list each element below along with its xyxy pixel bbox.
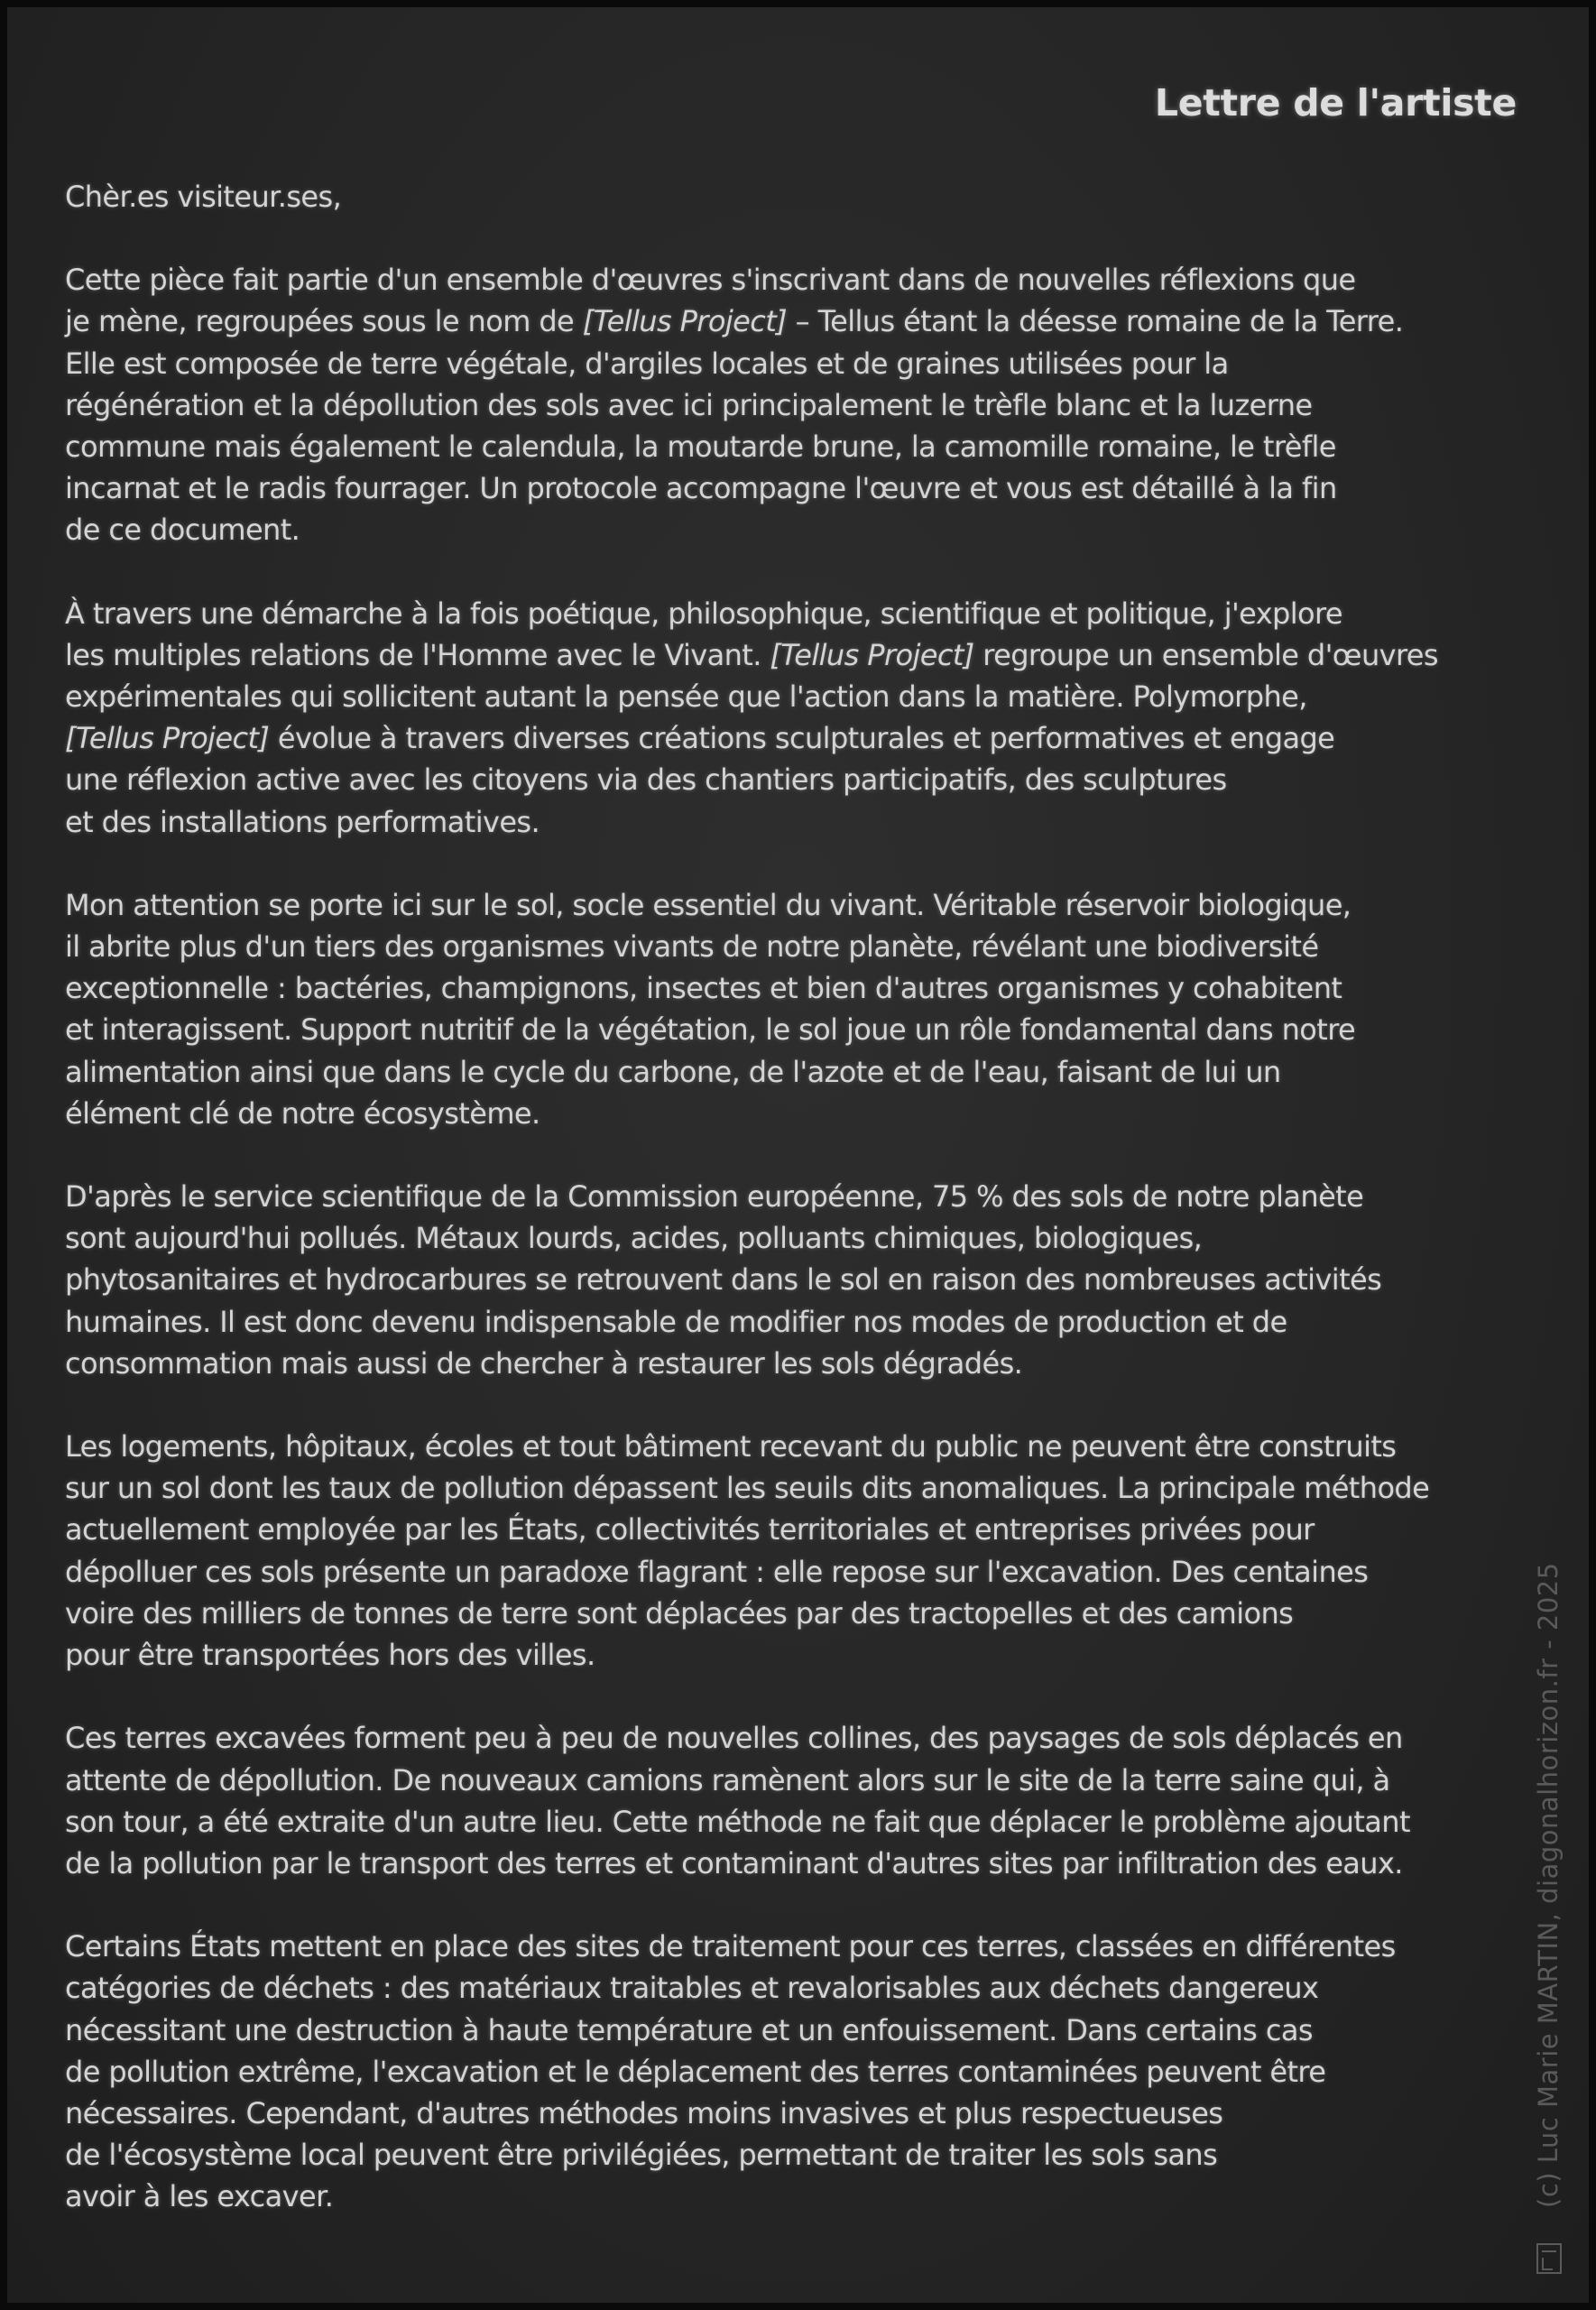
text-line xyxy=(65,967,1545,1009)
text-line xyxy=(65,759,1545,800)
text-line xyxy=(65,1467,1545,1509)
text-line xyxy=(65,1593,1545,1634)
letter-paragraph xyxy=(65,259,1545,550)
text-line xyxy=(65,1634,1545,1676)
text-segment: phytosanitaires et hydrocarbures se retrouvent dans le sol en raison des nombreuses activités xyxy=(65,1262,1382,1298)
text-segment: je mène, regroupées sous le nom de xyxy=(65,304,583,339)
text-line xyxy=(65,1551,1545,1593)
text-line xyxy=(65,801,1545,843)
text-line xyxy=(65,1801,1545,1843)
project-name-italic: [Tellus Project] xyxy=(770,637,974,672)
text-segment: D'après le service scientifique de la Commission européenne, 75 % des sols de notre planète xyxy=(65,1179,1364,1215)
text-segment: À travers une démarche à la fois poétique, philosophique, scientifique et politique, j'explore xyxy=(65,596,1342,631)
watermark-text: (c) Luc Marie MARTIN, diagonalhorizon.fr - 2025 xyxy=(1533,1562,1564,2208)
text-segment: Ces terres excavées forment peu à peu de nouvelles collines, des paysages de sols déplacés en xyxy=(65,1721,1403,1756)
text-segment: Certains États mettent en place des sites de traitement pour ces terres, classées en différentes xyxy=(65,1929,1396,1964)
text-segment: de ce document. xyxy=(65,513,300,548)
text-line xyxy=(65,343,1545,384)
text-segment: sont aujourd'hui pollués. Métaux lourds, acides, polluants chimiques, biologiques, xyxy=(65,1221,1203,1256)
text-line xyxy=(65,676,1545,717)
text-segment: et des installations performatives. xyxy=(65,804,540,839)
text-line xyxy=(65,1760,1545,1801)
text-segment: attente de dépollution. De nouveaux camions ramènent alors sur le site de la terre saine qui, à xyxy=(65,1762,1390,1797)
text-line xyxy=(65,1926,1545,1967)
text-line xyxy=(65,1217,1545,1259)
text-segment: de la pollution par le transport des terres et contaminant d'autres sites par infiltration des eaux. xyxy=(65,1845,1403,1880)
copyright-watermark xyxy=(1533,1446,1569,2285)
text-line xyxy=(65,300,1545,342)
letter-paragraph xyxy=(65,593,1545,843)
text-segment: évolue à travers diverses créations sculpturales et performatives et engage xyxy=(269,721,1335,756)
text-line xyxy=(65,426,1545,467)
project-name-italic: [Tellus Project] xyxy=(582,304,788,339)
text-segment: dépolluer ces sols présente un paradoxe flagrant : elle repose sur l'excavation. Des centaines xyxy=(65,1554,1369,1589)
text-line xyxy=(65,593,1545,634)
text-line xyxy=(65,926,1545,967)
text-segment: il abrite plus d'un tiers des organismes vivants de notre planète, révélant une biodiversité xyxy=(65,929,1319,965)
text-line xyxy=(65,2093,1545,2134)
text-segment: alimentation ainsi que dans le cycle du carbone, de l'azote et de l'eau, faisant de lui un xyxy=(65,1054,1281,1089)
text-segment: pour être transportées hors des villes. xyxy=(65,1638,595,1673)
project-name-italic: [Tellus Project] xyxy=(65,721,270,756)
letter-paragraph xyxy=(65,1926,1545,2217)
text-segment: élément clé de notre écosystème. xyxy=(65,1095,540,1131)
text-line xyxy=(65,1259,1545,1300)
text-segment: actuellement employée par les États, collectivités territoriales et entreprises privées pour xyxy=(65,1512,1315,1548)
letter-paragraph xyxy=(65,884,1545,1134)
text-segment: commune mais également le calendula, la moutarde brune, la camomille romaine, le trèfle xyxy=(65,430,1336,465)
text-line xyxy=(65,2134,1545,2176)
text-line xyxy=(65,717,1545,759)
text-segment: incarnat et le radis fourrager. Un protocole accompagne l'œuvre et vous est détaillé à la fin xyxy=(65,471,1337,506)
letter-paragraph xyxy=(65,1717,1545,1884)
text-line xyxy=(65,1967,1545,2009)
text-line xyxy=(65,509,1545,550)
text-line xyxy=(65,2176,1545,2217)
letter-paragraphs xyxy=(65,259,1545,2217)
text-segment: sur un sol dont les taux de pollution dépassent les seuils dits anomaliques. La principale méthode xyxy=(65,1471,1430,1506)
text-segment: regroupe un ensemble d'œuvres xyxy=(973,637,1438,672)
text-line xyxy=(65,384,1545,426)
text-line xyxy=(65,2010,1545,2051)
photographer-logo-icon xyxy=(1536,2243,1562,2274)
text-segment: avoir à les excaver. xyxy=(65,2179,334,2214)
text-segment: expérimentales qui sollicitent autant la pensée que l'action dans la matière. Polymorphe, xyxy=(65,679,1307,715)
text-segment: Mon attention se porte ici sur le sol, socle essentiel du vivant. Véritable réservoir biologique, xyxy=(65,887,1352,922)
text-line xyxy=(65,1093,1545,1134)
text-segment: Les logements, hôpitaux, écoles et tout bâtiment recevant du public ne peuvent être construits xyxy=(65,1429,1397,1465)
text-line xyxy=(65,1717,1545,1759)
text-segment: nécessitant une destruction à haute température et un enfouissement. Dans certains cas xyxy=(65,2012,1313,2047)
text-segment: catégories de déchets : des matériaux traitables et revalorisables aux déchets dangereux xyxy=(65,1971,1319,2006)
letter-body xyxy=(65,176,1545,2218)
text-segment: voire des milliers de tonnes de terre sont déplacées par des tractopelles et des camions xyxy=(65,1595,1294,1631)
text-segment: – Tellus étant la déesse romaine de la Terre. xyxy=(787,304,1404,339)
text-segment: exceptionnelle : bactéries, champignons, insectes et bien d'autres organismes y cohabitent xyxy=(65,971,1342,1006)
letter-paragraph xyxy=(65,1426,1545,1676)
text-line xyxy=(65,467,1545,509)
text-line xyxy=(65,1051,1545,1093)
text-line xyxy=(65,1843,1545,1884)
text-segment: de pollution extrême, l'excavation et le déplacement des terres contaminées peuvent être xyxy=(65,2054,1326,2089)
letter-panel xyxy=(7,7,1589,2303)
text-line xyxy=(65,1301,1545,1343)
letter-paragraph xyxy=(65,1176,1545,1384)
text-line xyxy=(65,634,1545,676)
text-segment: régénération et la dépollution des sols avec ici principalement le trèfle blanc et la luzerne xyxy=(65,387,1313,422)
text-segment: consommation mais aussi de chercher à restaurer les sols dégradés. xyxy=(65,1345,1023,1381)
text-segment: Cette pièce fait partie d'un ensemble d'œuvres s'inscrivant dans de nouvelles réflexions que xyxy=(65,263,1356,298)
text-line xyxy=(65,884,1545,926)
text-line xyxy=(65,1343,1545,1384)
text-line xyxy=(65,2051,1545,2093)
text-segment: de l'écosystème local peuvent être privilégiées, permettant de traiter les sols sans xyxy=(65,2138,1218,2173)
text-line xyxy=(65,1009,1545,1050)
text-segment: son tour, a été extraite d'un autre lieu. Cette méthode ne fait que déplacer le problème ajoutant xyxy=(65,1804,1410,1839)
text-segment: une réflexion active avec les citoyens via des chantiers participatifs, des sculptures xyxy=(65,762,1227,798)
text-segment: Elle est composée de terre végétale, d'argiles locales et de graines utilisées pour la xyxy=(65,346,1229,381)
text-segment: humaines. Il est donc devenu indispensable de modifier nos modes de production et de xyxy=(65,1304,1287,1339)
text-segment: et interagissent. Support nutritif de la végétation, le sol joue un rôle fondamental dans notre xyxy=(65,1012,1356,1048)
text-line xyxy=(65,1509,1545,1550)
text-line xyxy=(65,1176,1545,1217)
text-line xyxy=(65,259,1545,300)
text-line xyxy=(65,1426,1545,1467)
letter-title: Lettre de l'artiste xyxy=(1154,81,1517,125)
text-segment: nécessaires. Cependant, d'autres méthodes moins invasives et plus respectueuses xyxy=(65,2095,1223,2130)
letter-greeting: Chèr.es visiteur.ses, xyxy=(65,180,342,214)
text-segment: les multiples relations de l'Homme avec le Vivant. xyxy=(65,637,770,672)
